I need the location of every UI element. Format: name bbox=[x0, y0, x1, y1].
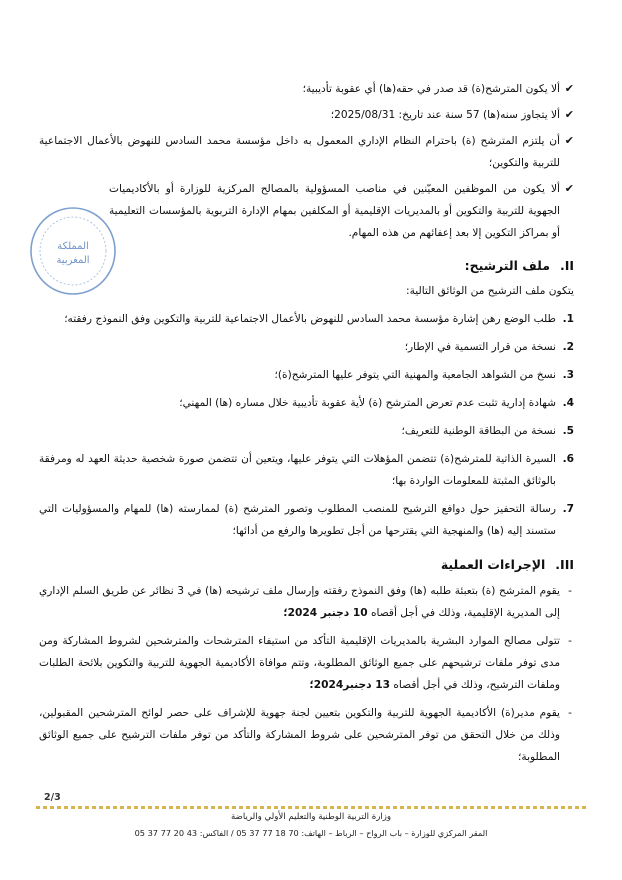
footer-address: المقر المركزي للوزارة – باب الرواح – الرباط – الهاتف: 70 18 77 37 05 / الفاكس: 43 20 77 37 05 bbox=[134, 828, 488, 838]
procedure-item: - تتولى مصالح الموارد البشرية بالمديريات الإقليمية التأكد من استيفاء المترشحات والمترشحين لشروط المشاركة ومن مدى توفر ملفات ترشيحهم على جميع الوثائق المطلوبة، وتتم موافاة الأكاديمية الجهوية للتربية والتكوين بلائحة الطلبات وملفات الترشيح، وذلك في أجل أقصاه 13 دجنبر2024؛ bbox=[39, 630, 574, 696]
dash-bullet-icon: - bbox=[568, 635, 572, 647]
document-item: 3. نسخ من الشواهد الجامعية والمهنية التي يتوفر عليها المترشح(ة)؛ bbox=[274, 369, 574, 381]
procedure-item: - يقوم مدير(ة) الأكاديمية الجهوية للتربية والتكوين بتعيين لجنة جهوية للإشراف على حصر لوائح المترشحين المقبولين، وذلك من خلال التحقق من توفر المترشحين على شروط المشاركة والتأكد من توفر ملفات الترشيح على جميع الوثائق المطلوبة؛ bbox=[39, 702, 574, 768]
section-3-title: الإجراءات العملية bbox=[440, 557, 546, 572]
check-icon: ✔ bbox=[564, 108, 574, 121]
section-2-title: ملف الترشيح: bbox=[464, 258, 550, 273]
stamp-text-2: المغربية bbox=[56, 255, 90, 266]
section-3-numeral: III. bbox=[555, 557, 574, 572]
check-icon: ✔ bbox=[564, 82, 574, 95]
documents-list bbox=[39, 308, 574, 542]
check-icon: ✔ bbox=[564, 134, 574, 147]
footer-divider bbox=[36, 806, 586, 809]
stamp-text-1: المملكة bbox=[57, 241, 89, 252]
document-item: 2. نسخة من قرار التسمية في الإطار؛ bbox=[404, 341, 574, 353]
condition-item: ✔ ألا يتجاوز سنه(ها) 57 سنة عند تاريخ: 2025/08/31؛ bbox=[39, 104, 574, 126]
section-2-heading bbox=[455, 258, 574, 273]
dash-bullet-icon: - bbox=[568, 585, 572, 597]
condition-item: ✔ أن يلتزم المترشح (ة) باحترام النظام الإداري المعمول به داخل مؤسسة محمد السادس للنهوض بالأعمال الاجتماعية للتربية والتكوين؛ bbox=[39, 130, 574, 174]
procedures-list bbox=[39, 580, 574, 768]
dash-bullet-icon: - bbox=[568, 707, 572, 719]
condition-item: ✔ ألا يكون المترشح(ة) قد صدر في حقه(ها) أي عقوبة تأديبية؛ bbox=[39, 78, 574, 100]
footer-ministry-name: وزارة التربية الوطنية والتعليم الأولي والرياضة bbox=[230, 812, 392, 822]
document-item: 4. شهادة إدارية تثبت عدم تعرض المترشح (ة) لأية عقوبة تأديبية خلال مساره (ها) المهني؛ bbox=[179, 397, 574, 409]
document-item: 6. السيرة الذاتية للمترشح(ة) تتضمن المؤهلات التي يتوفر عليها، ويتعين أن تتضمن صورة شخصية حديثة العهد له ومرفقة بالوثائق المثبتة للمعلومات الواردة بها؛ bbox=[39, 453, 574, 487]
page-number: 2/3 bbox=[44, 792, 61, 803]
document-item: 5. نسخة من البطاقة الوطنية للتعريف؛ bbox=[401, 425, 574, 437]
section-2-intro: يتكون ملف الترشيح من الوثائق التالية: bbox=[406, 285, 574, 297]
section-3-heading bbox=[431, 557, 574, 572]
section-2-numeral: II. bbox=[559, 258, 574, 273]
document-item: 1. طلب الوضع رهن إشارة مؤسسة محمد السادس للنهوض بالأعمال الاجتماعية للتربية والتكوين وفق النموذج رفقته؛ bbox=[64, 313, 574, 325]
conditions-list bbox=[39, 78, 574, 244]
condition-item: ✔ ألا يكون من الموظفين المعيّنين في مناصب المسؤولية بالمصالح المركزية للوزارة أو بالأكاديميات الجهوية للتربية والتكوين أو بالمديريات الإقليمية أو المكلفين بمهام الإدارة التربوية بالمؤسسات التعليمية أو بمراكز التكوين إلا بعد إعفائهم من هذه المهام. bbox=[39, 178, 574, 244]
official-stamp bbox=[28, 205, 118, 297]
document-item: 7. رسالة التحفيز حول دوافع الترشيح للمنصب المطلوب وتصور المترشح (ة) لممارسته (ها) للمهام والمسؤوليات التي ستسند إليه (ها) والمنهجية التي يقترحها من أجل تطويرها والرفع من أدائها؛ bbox=[39, 503, 574, 537]
procedure-item: - يقوم المترشح (ة) بتعبئة طلبه (ها) وفق النموذج رفقته وإرسال ملف ترشيحه (ها) في 3 نظائر عن طريق السلم الإداري إلى المديرية الإقليمية، وذلك في أجل أقصاه 10 دجنبر 2024؛ bbox=[39, 580, 574, 624]
check-icon: ✔ bbox=[564, 182, 574, 195]
